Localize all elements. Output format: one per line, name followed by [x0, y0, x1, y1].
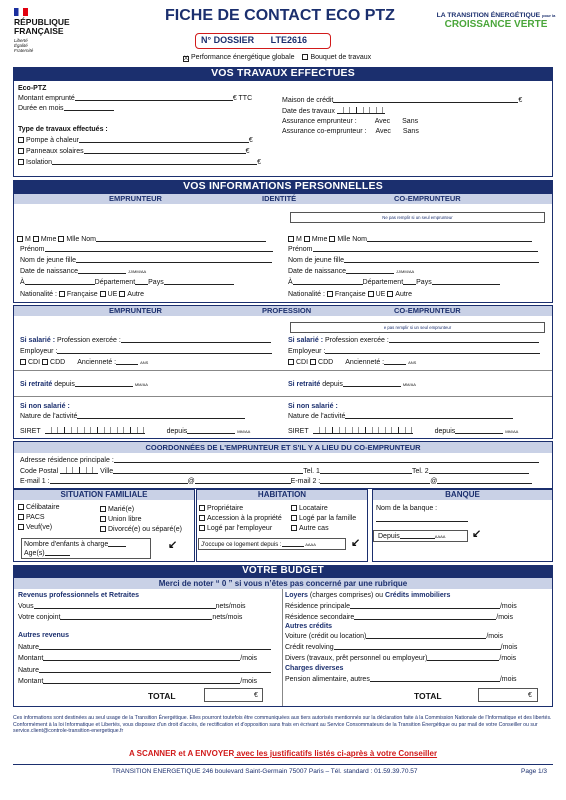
- travaux-item-1: Pompe à chaleur €: [18, 137, 253, 145]
- travaux-section: [13, 80, 553, 177]
- flag-icon: [14, 8, 28, 16]
- prof-note-box: e pas remplir si un seul emprunteur: [290, 322, 545, 333]
- co-cdd-checkbox[interactable]: [310, 359, 316, 365]
- co-note-box: Ne pas remplir si un seul emprunteur: [290, 212, 545, 223]
- brand-line1: LA TRANSITION ÉNERGÉTIQUE pour la: [436, 12, 556, 19]
- dossier-label: N° DOSSIER: [201, 35, 255, 45]
- options-row: [183, 54, 371, 62]
- travaux-header: VOS TRAVAUX EFFECTUES: [13, 67, 553, 80]
- banque-header: BANQUE: [373, 490, 552, 500]
- co-m-checkbox[interactable]: [288, 236, 294, 242]
- arrow-icon: ↙: [351, 537, 361, 549]
- date-travaux-row: Date des travaux: [282, 107, 385, 116]
- co-fr-checkbox[interactable]: [327, 291, 333, 297]
- coord-subheader: COORDONNÉES DE L'EMPRUNTEUR ET S'IL Y A LIEU DU CO-EMPRUNTEUR: [14, 442, 552, 453]
- co-ue-checkbox[interactable]: [368, 291, 374, 297]
- banque-section: [372, 489, 553, 562]
- footer-address: TRANSITION ENERGETIQUE 246 boulevard Saint-Germain 75007 Paris – Tél. standard : 01.59.39.70.57: [112, 768, 418, 775]
- arrow-icon: ↙: [168, 539, 178, 551]
- perf-globale-label: Performance énergétique globale: [191, 54, 295, 61]
- arrow-icon: ↙: [472, 528, 482, 540]
- motto-3: Fraternité: [14, 48, 34, 53]
- perso-subheader: EMPRUNTEUR IDENTITÉ CO-EMPRUNTEUR: [14, 194, 552, 204]
- situation-header: SITUATION FAMILIALE: [14, 490, 194, 500]
- maison-credit-row: Maison de crédit €: [282, 97, 523, 104]
- brand-line2: CROISSANCE VERTE: [444, 19, 548, 30]
- panneaux-checkbox[interactable]: [18, 148, 24, 154]
- dossier-value: LTE2616: [270, 35, 307, 45]
- autre-checkbox[interactable]: [119, 291, 125, 297]
- page-number: Page 1/3: [521, 768, 548, 775]
- bouquet-label: Bouquet de travaux: [310, 54, 372, 61]
- dossier-box: [195, 33, 331, 49]
- rep-line1: RÉPUBLIQUE: [14, 17, 70, 27]
- travaux-item-3: Isolation €: [18, 159, 261, 167]
- montant-row: Montant emprunté € TTC: [18, 95, 253, 102]
- assurance-emp-row: Assurance emprunteur : Avec Sans: [282, 118, 419, 125]
- page-title: FICHE DE CONTACT ECO PTZ: [165, 7, 395, 24]
- cdi-checkbox[interactable]: [20, 359, 26, 365]
- republique-logo: [14, 8, 94, 54]
- co-cdi-checkbox[interactable]: [288, 359, 294, 365]
- rep-line2: FRANÇAISE: [14, 26, 64, 36]
- pompe-checkbox[interactable]: [18, 137, 24, 143]
- bouquet-checkbox[interactable]: [302, 54, 308, 60]
- profession-subheader: EMPRUNTEUR PROFESSION CO-EMPRUNTEUR: [14, 306, 552, 316]
- email-link[interactable]: service.client@controle-transition-energetique.fr: [13, 728, 124, 735]
- fr-checkbox[interactable]: [59, 291, 65, 297]
- co-autre-checkbox[interactable]: [387, 291, 393, 297]
- habitation-header: HABITATION: [197, 490, 367, 500]
- co-mlle-checkbox[interactable]: [329, 236, 335, 242]
- footer-rule: [13, 764, 553, 765]
- m-checkbox[interactable]: [17, 236, 23, 242]
- transition-logo: [434, 12, 558, 31]
- isolation-checkbox[interactable]: [18, 159, 24, 165]
- ecoptz-label: Eco-PTZ: [18, 85, 47, 92]
- assurance-co-row: Assurance co-emprunteur : Avec Sans: [282, 128, 419, 135]
- co-mme-checkbox[interactable]: [304, 236, 310, 242]
- perso-header: VOS INFORMATIONS PERSONNELLES: [13, 180, 553, 193]
- ue-checkbox[interactable]: [100, 291, 106, 297]
- travaux-item-2: Panneaux solaires €: [18, 148, 250, 156]
- perf-globale-checkbox[interactable]: X: [184, 56, 189, 62]
- mme-checkbox[interactable]: [33, 236, 39, 242]
- duree-row: Durée en mois: [18, 105, 114, 113]
- type-travaux-label: Type de travaux effectués :: [18, 126, 108, 133]
- budget-header: VOTRE BUDGET: [13, 565, 553, 577]
- scan-banner: A SCANNER et A ENVOYER avec les justificatifs listés ci-après à votre Conseiller: [128, 749, 438, 758]
- budget-merci: Merci de noter “ 0 ” si vous n’êtes pas concerné par une rubrique: [14, 578, 552, 589]
- duree-input[interactable]: [64, 105, 114, 111]
- mlle-checkbox[interactable]: [58, 236, 64, 242]
- legal-text: Ces informations sont destinées au seul usage de la Transition Énergétique. Elles pourront toutefois être communiquées aux tiers autorisés mentionnés sur la déclaration faite à la Commission Nationale de l'Informatique et des libertés. Conformément à la loi Informatique et Libertés, vous disposez d'un droit d'accès, de rectification et d'opposition sans frais en écrivant au Service Consommateurs de la Transition Énergétique ou par mail de votre Conseiller ou sur service.client@controle-transition-energetique.fr: [13, 715, 552, 735]
- date-travaux-input[interactable]: [337, 107, 385, 114]
- motto-1: Liberté: [14, 38, 28, 43]
- maison-credit-input[interactable]: [333, 97, 518, 103]
- cdd-checkbox[interactable]: [42, 359, 48, 365]
- motto-2: Égalité: [14, 43, 28, 48]
- montant-input[interactable]: [75, 95, 233, 101]
